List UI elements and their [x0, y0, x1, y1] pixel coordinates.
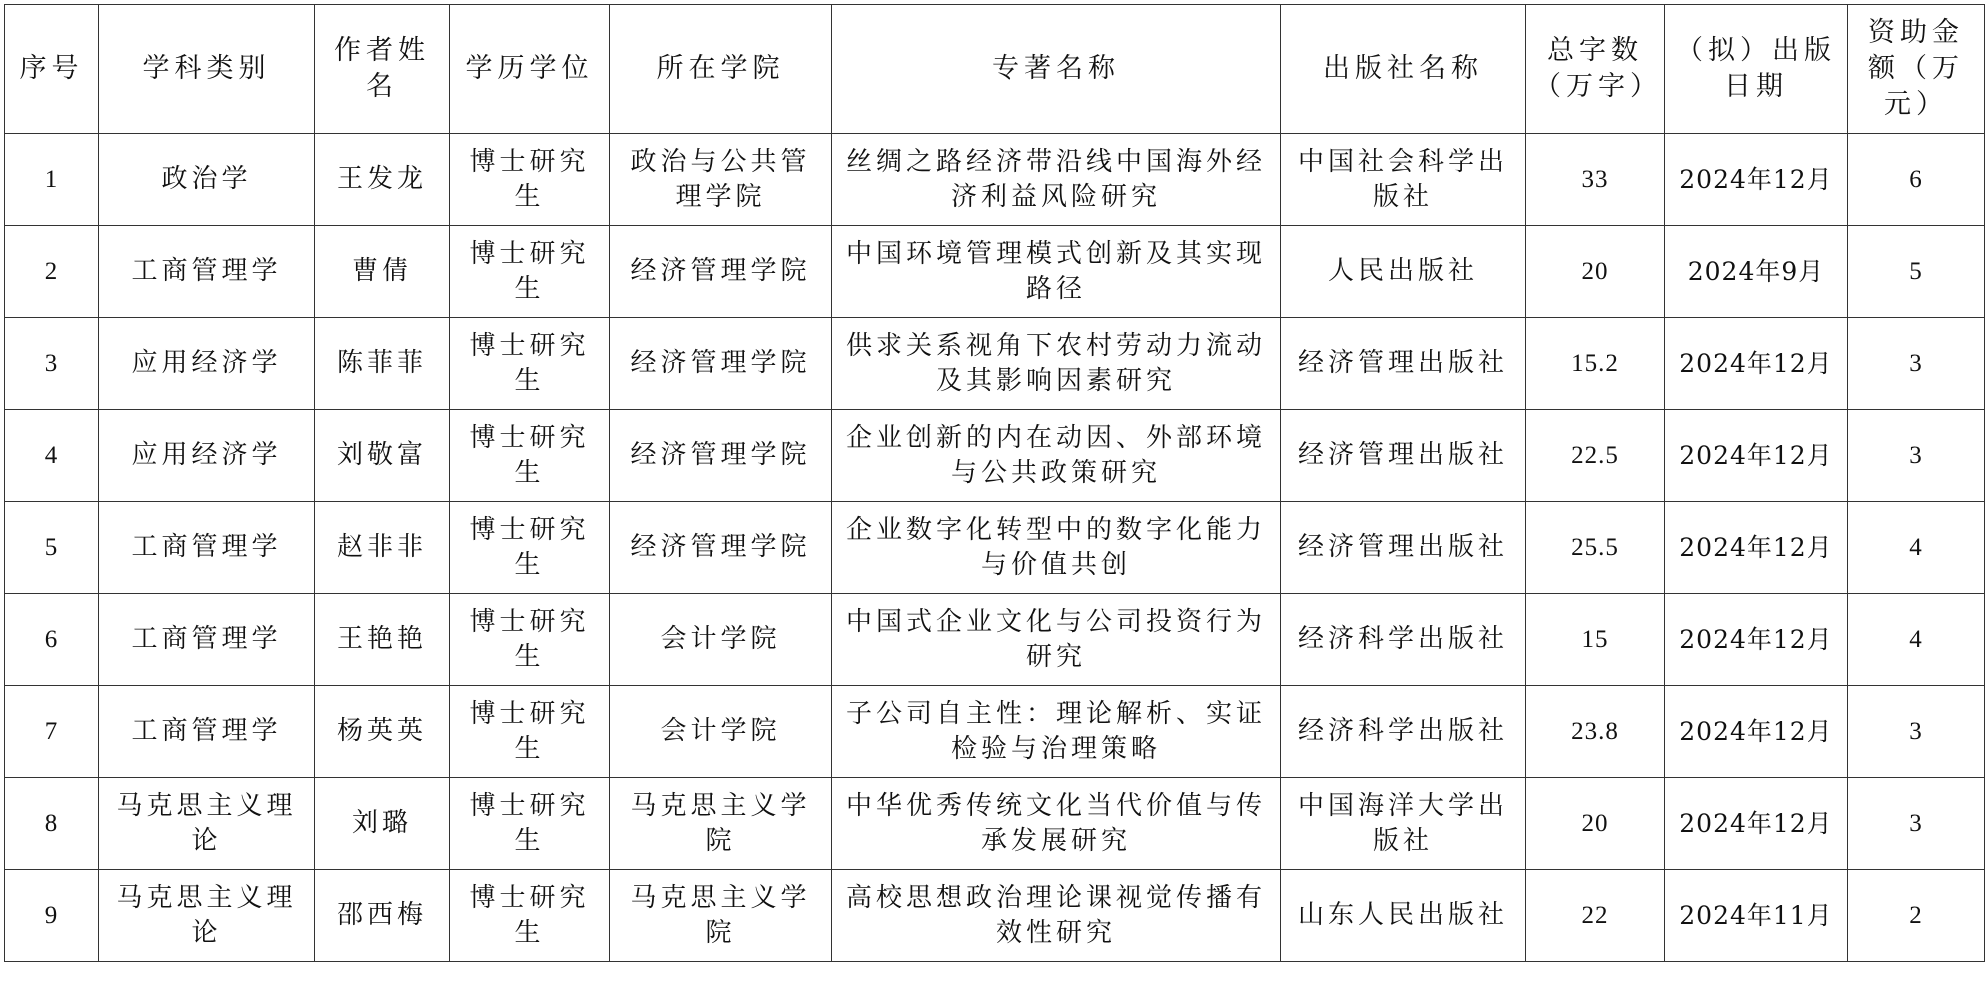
table-row: [5, 870, 1985, 962]
header-word-count: 总字数（万字）: [1526, 5, 1665, 134]
cell-funding: 6: [1848, 134, 1985, 226]
header-discipline: 学科类别: [99, 5, 315, 134]
header-row: [5, 5, 1985, 134]
cell-college: 马克思主义学院: [610, 870, 832, 962]
cell-monograph: 企业创新的内在动因、外部环境与公共政策研究: [832, 410, 1281, 502]
cell-publish-date: 2024年12月: [1665, 318, 1848, 410]
cell-college: 马克思主义学院: [610, 778, 832, 870]
table-row: [5, 502, 1985, 594]
cell-discipline: 应用经济学: [99, 318, 315, 410]
cell-author: 曹倩: [315, 226, 450, 318]
header-publish-date: （拟）出版日期: [1665, 5, 1848, 134]
cell-word-count: 23.8: [1526, 686, 1665, 778]
header-monograph: 专著名称: [832, 5, 1281, 134]
cell-publish-date: 2024年12月: [1665, 686, 1848, 778]
cell-funding: 5: [1848, 226, 1985, 318]
cell-index: 7: [5, 686, 99, 778]
cell-publish-date: 2024年12月: [1665, 410, 1848, 502]
header-publisher: 出版社名称: [1281, 5, 1526, 134]
cell-degree: 博士研究生: [450, 502, 610, 594]
cell-monograph: 子公司自主性：理论解析、实证检验与治理策略: [832, 686, 1281, 778]
cell-word-count: 20: [1526, 226, 1665, 318]
cell-discipline: 马克思主义理论: [99, 778, 315, 870]
header-college: 所在学院: [610, 5, 832, 134]
cell-author: 赵非非: [315, 502, 450, 594]
cell-word-count: 33: [1526, 134, 1665, 226]
grant-table: [4, 4, 1985, 962]
cell-college: 经济管理学院: [610, 410, 832, 502]
cell-monograph: 企业数字化转型中的数字化能力与价值共创: [832, 502, 1281, 594]
cell-publish-date: 2024年11月: [1665, 870, 1848, 962]
cell-degree: 博士研究生: [450, 318, 610, 410]
table-row: [5, 410, 1985, 502]
cell-author: 杨英英: [315, 686, 450, 778]
table-body: [5, 134, 1985, 962]
cell-publish-date: 2024年12月: [1665, 594, 1848, 686]
cell-publish-date: 2024年12月: [1665, 502, 1848, 594]
cell-discipline: 工商管理学: [99, 502, 315, 594]
cell-word-count: 22.5: [1526, 410, 1665, 502]
cell-college: 会计学院: [610, 686, 832, 778]
cell-discipline: 应用经济学: [99, 410, 315, 502]
cell-monograph: 供求关系视角下农村劳动力流动及其影响因素研究: [832, 318, 1281, 410]
cell-index: 2: [5, 226, 99, 318]
cell-college: 经济管理学院: [610, 318, 832, 410]
cell-author: 王艳艳: [315, 594, 450, 686]
cell-discipline: 工商管理学: [99, 594, 315, 686]
cell-publisher: 经济管理出版社: [1281, 318, 1526, 410]
cell-funding: 3: [1848, 778, 1985, 870]
table-row: [5, 318, 1985, 410]
cell-publisher: 中国社会科学出版社: [1281, 134, 1526, 226]
cell-funding: 3: [1848, 410, 1985, 502]
header-index: 序号: [5, 5, 99, 134]
cell-college: 经济管理学院: [610, 226, 832, 318]
cell-publisher: 经济管理出版社: [1281, 410, 1526, 502]
cell-degree: 博士研究生: [450, 870, 610, 962]
cell-discipline: 政治学: [99, 134, 315, 226]
header-degree: 学历学位: [450, 5, 610, 134]
cell-publisher: 山东人民出版社: [1281, 870, 1526, 962]
cell-degree: 博士研究生: [450, 778, 610, 870]
table-row: [5, 686, 1985, 778]
cell-index: 4: [5, 410, 99, 502]
cell-index: 6: [5, 594, 99, 686]
cell-publisher: 经济科学出版社: [1281, 594, 1526, 686]
cell-author: 陈菲菲: [315, 318, 450, 410]
cell-degree: 博士研究生: [450, 594, 610, 686]
cell-degree: 博士研究生: [450, 134, 610, 226]
cell-funding: 3: [1848, 686, 1985, 778]
cell-index: 1: [5, 134, 99, 226]
table-row: [5, 226, 1985, 318]
cell-author: 刘敬富: [315, 410, 450, 502]
cell-publisher: 人民出版社: [1281, 226, 1526, 318]
cell-publish-date: 2024年9月: [1665, 226, 1848, 318]
cell-publish-date: 2024年12月: [1665, 778, 1848, 870]
cell-funding: 4: [1848, 594, 1985, 686]
cell-discipline: 马克思主义理论: [99, 870, 315, 962]
cell-word-count: 15: [1526, 594, 1665, 686]
cell-index: 8: [5, 778, 99, 870]
cell-college: 经济管理学院: [610, 502, 832, 594]
cell-word-count: 22: [1526, 870, 1665, 962]
cell-discipline: 工商管理学: [99, 686, 315, 778]
cell-index: 5: [5, 502, 99, 594]
cell-index: 3: [5, 318, 99, 410]
cell-degree: 博士研究生: [450, 410, 610, 502]
cell-word-count: 25.5: [1526, 502, 1665, 594]
cell-funding: 3: [1848, 318, 1985, 410]
cell-word-count: 15.2: [1526, 318, 1665, 410]
cell-funding: 4: [1848, 502, 1985, 594]
cell-publisher: 经济科学出版社: [1281, 686, 1526, 778]
cell-publish-date: 2024年12月: [1665, 134, 1848, 226]
header-funding: 资助金额（万元）: [1848, 5, 1985, 134]
cell-author: 邵西梅: [315, 870, 450, 962]
cell-publisher: 中国海洋大学出版社: [1281, 778, 1526, 870]
table-row: [5, 594, 1985, 686]
cell-discipline: 工商管理学: [99, 226, 315, 318]
cell-college: 会计学院: [610, 594, 832, 686]
cell-funding: 2: [1848, 870, 1985, 962]
header-author: 作者姓名: [315, 5, 450, 134]
cell-author: 王发龙: [315, 134, 450, 226]
table-header: [5, 5, 1985, 134]
cell-degree: 博士研究生: [450, 686, 610, 778]
cell-index: 9: [5, 870, 99, 962]
cell-monograph: 中国式企业文化与公司投资行为研究: [832, 594, 1281, 686]
cell-degree: 博士研究生: [450, 226, 610, 318]
cell-publisher: 经济管理出版社: [1281, 502, 1526, 594]
table-row: [5, 134, 1985, 226]
cell-college: 政治与公共管理学院: [610, 134, 832, 226]
table-row: [5, 778, 1985, 870]
cell-monograph: 中国环境管理模式创新及其实现路径: [832, 226, 1281, 318]
cell-monograph: 丝绸之路经济带沿线中国海外经济利益风险研究: [832, 134, 1281, 226]
cell-monograph: 中华优秀传统文化当代价值与传承发展研究: [832, 778, 1281, 870]
cell-word-count: 20: [1526, 778, 1665, 870]
cell-monograph: 高校思想政治理论课视觉传播有效性研究: [832, 870, 1281, 962]
cell-author: 刘璐: [315, 778, 450, 870]
